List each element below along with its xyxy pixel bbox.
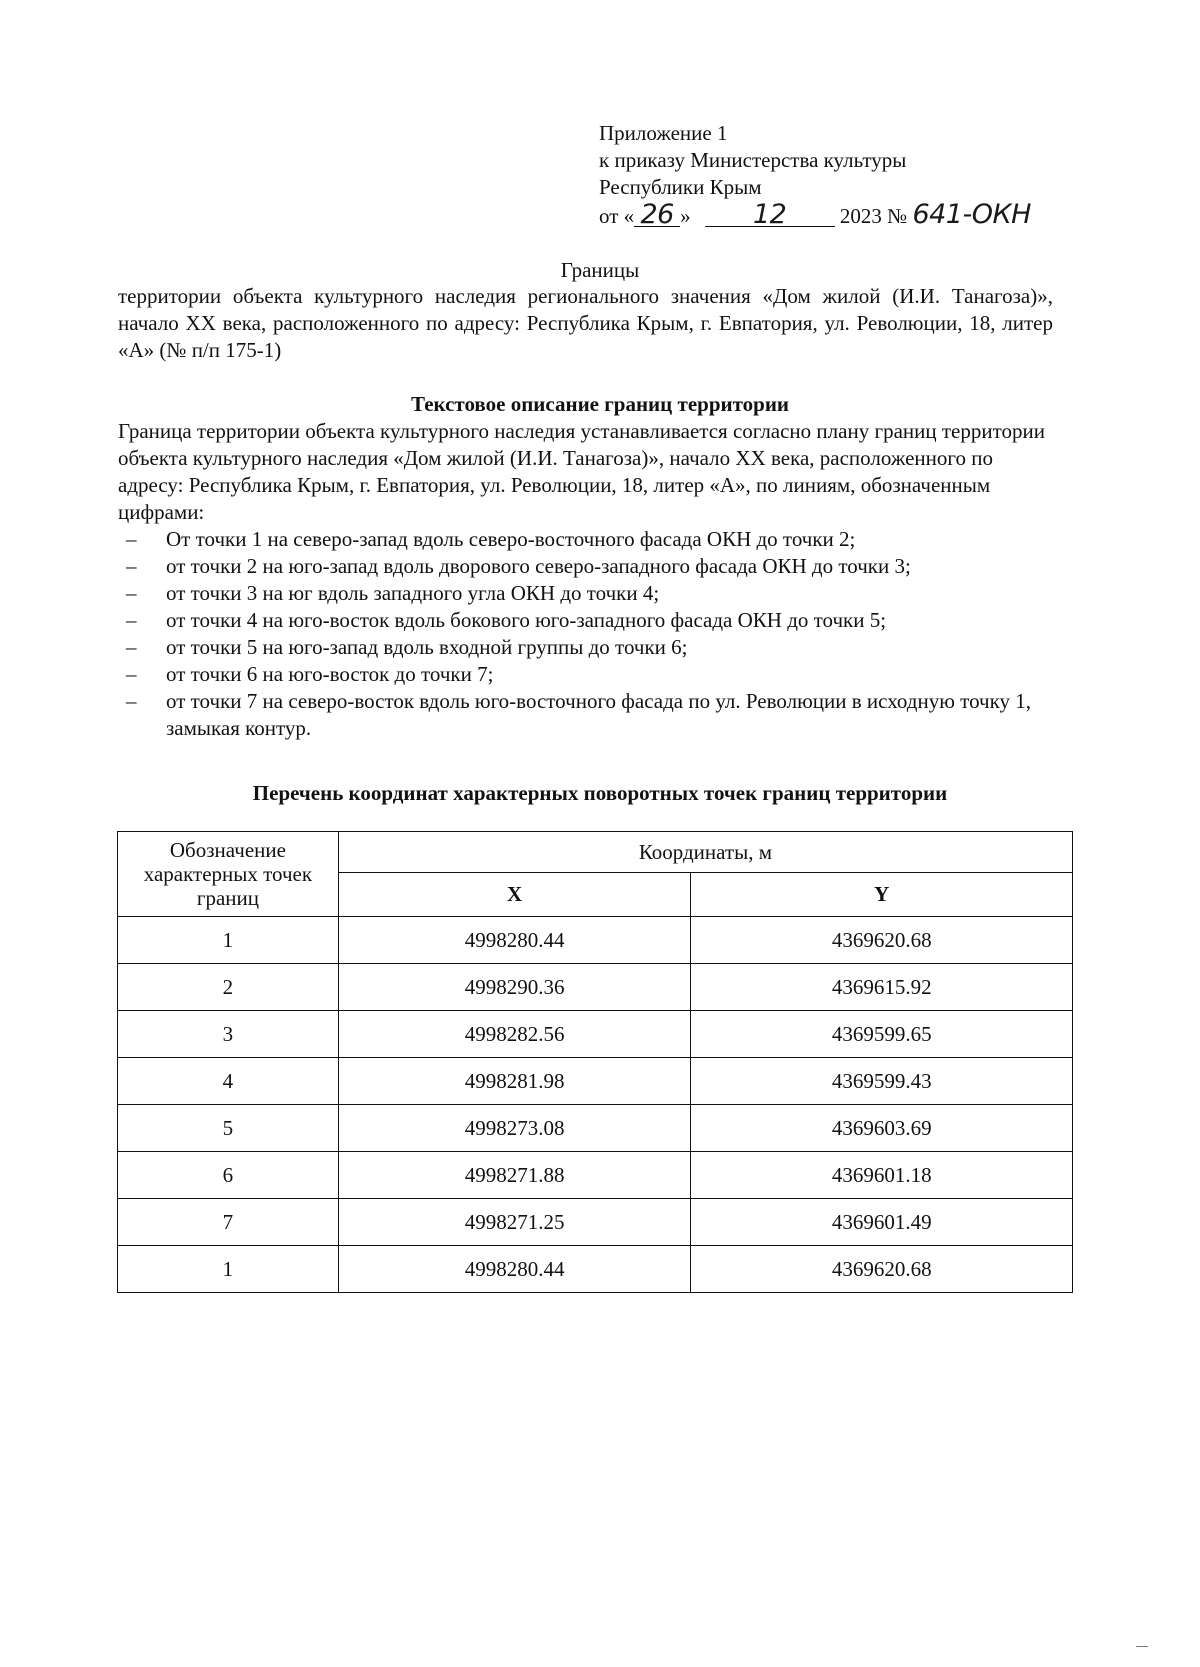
dash-bullet: – (126, 608, 137, 632)
cell-point: 3 (118, 1011, 339, 1058)
cell-y: 4369615.92 (691, 964, 1073, 1011)
table-row (118, 1011, 1073, 1058)
appendix-republic: Республики Крым (599, 175, 762, 199)
dash-bullet: – (126, 527, 137, 551)
dash-bullet: – (126, 635, 137, 659)
list-item: – от точки 3 на юг вдоль западного угла ОКН до точки 4; (126, 581, 660, 605)
cell-point: 2 (118, 964, 339, 1011)
dash-bullet: – (126, 554, 137, 578)
cell-x: 4998280.44 (338, 1246, 691, 1293)
list-item: – от точки 4 на юго-восток вдоль бокового юго-западного фасада ОКН до точки 5; (126, 608, 887, 632)
date-year: 2023 № (839, 204, 908, 228)
table-row (118, 964, 1073, 1011)
cell-y: 4369599.65 (691, 1011, 1073, 1058)
appendix-number: Приложение 1 (599, 121, 728, 145)
list-item: – От точки 1 на северо-запад вдоль северо-восточного фасада ОКН до точки 2; (126, 527, 856, 551)
cell-x: 4998282.56 (338, 1011, 691, 1058)
cell-point: 5 (118, 1105, 339, 1152)
cell-point: 1 (118, 1246, 339, 1293)
date-prefix: от « (599, 204, 635, 228)
object-intro: территории объекта культурного наследия регионального значения «Дом жилой (И.И. Танагоза)», начало XX века, расположенного по адресу: Республика Крым, г. Евпатория, ул. Революции, 18, литер «А» (№ п/п 175-1) (118, 284, 1053, 362)
order-number-handwritten: 641-ОКН (912, 199, 1031, 230)
table-row (118, 1199, 1073, 1246)
cell-x: 4998280.44 (338, 917, 691, 964)
table-row (118, 917, 1073, 964)
list-item: – от точки 6 на юго-восток до точки 7; (126, 662, 494, 686)
table-row (118, 1105, 1073, 1152)
scan-corner-mark (1136, 1646, 1148, 1647)
appendix-header (599, 120, 1031, 230)
cell-y: 4369603.69 (691, 1105, 1073, 1152)
order-date-line (599, 201, 1031, 230)
cell-y: 4369601.49 (691, 1199, 1073, 1246)
cell-point: 7 (118, 1199, 339, 1246)
document-title: Границы (560, 258, 640, 282)
cell-x: 4998281.98 (338, 1058, 691, 1105)
cell-y: 4369620.68 (691, 917, 1073, 964)
cell-x: 4998271.25 (338, 1199, 691, 1246)
boundary-lines-list (118, 526, 1058, 742)
cell-x: 4998271.88 (338, 1152, 691, 1199)
date-day-handwritten: 26 (634, 204, 680, 227)
dash-bullet: – (126, 581, 137, 605)
boundary-description (118, 418, 1058, 742)
list-item: – от точки 5 на юго-запад вдоль входной группы до точки 6; (126, 635, 688, 659)
cell-point: 1 (118, 917, 339, 964)
description-text: Граница территории объекта культурного наследия устанавливается согласно плану границ территории объекта культурного наследия «Дом жилой (И.И. Танагоза)», начало XX века, расположенного по адресу: Республика Крым, г. Евпатория, ул. Революции, 18, литер «А», по линиям, обозначенным цифрами: (118, 419, 1045, 524)
cell-y: 4369620.68 (691, 1246, 1073, 1293)
table-row (118, 1152, 1073, 1199)
header-y: Y (691, 873, 1073, 917)
header-x: X (338, 873, 691, 917)
header-point-designation: Обозначение характерных точек границ (118, 832, 339, 917)
list-item: – от точки 7 на северо-восток вдоль юго-восточного фасада по ул. Революции в исходную точку 1, замыкая контур. (126, 689, 1031, 740)
coordinates-table (117, 831, 1073, 1293)
dash-bullet: – (126, 689, 137, 713)
cell-point: 4 (118, 1058, 339, 1105)
table-row (118, 1058, 1073, 1105)
date-month-handwritten: 12 (705, 204, 835, 227)
header-coordinates: Координаты, м (338, 832, 1072, 873)
coordinates-heading: Перечень координат характерных поворотных точек границ территории (252, 781, 948, 805)
description-heading: Текстовое описание границ территории (410, 392, 790, 416)
appendix-order-ref: к приказу Министерства культуры (599, 148, 907, 172)
list-item: – от точки 2 на юго-запад вдоль дворового северо-западного фасада ОКН до точки 3; (126, 554, 911, 578)
cell-y: 4369599.43 (691, 1058, 1073, 1105)
table-row (118, 1246, 1073, 1293)
date-mid: » (680, 204, 691, 228)
cell-point: 6 (118, 1152, 339, 1199)
cell-x: 4998273.08 (338, 1105, 691, 1152)
cell-y: 4369601.18 (691, 1152, 1073, 1199)
cell-x: 4998290.36 (338, 964, 691, 1011)
dash-bullet: – (126, 662, 137, 686)
